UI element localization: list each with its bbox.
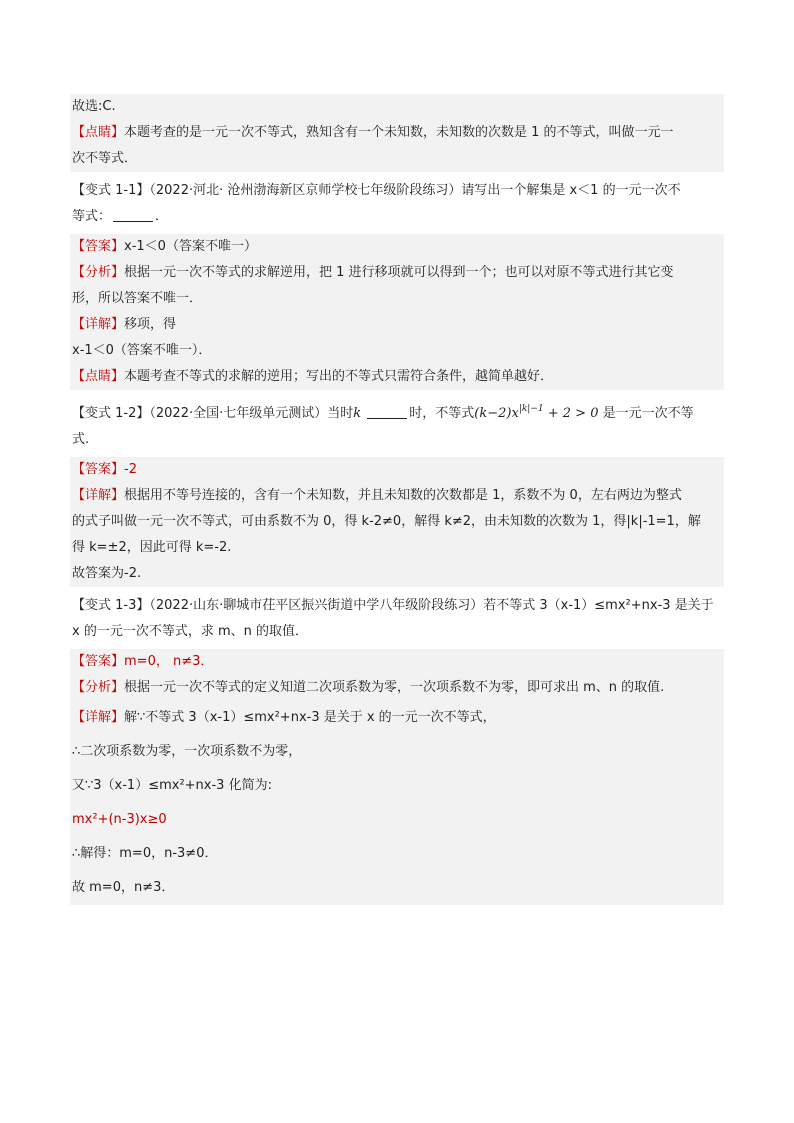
answer-choice-line: 故选:C. (72, 99, 116, 114)
detail-tag: 【详解】 (72, 317, 125, 332)
variant-1-1-question (70, 178, 724, 230)
question-line-1 (70, 178, 724, 204)
question-text-2: 等式： (72, 209, 112, 224)
answer-line (70, 457, 724, 483)
variant-1-3-question (70, 593, 724, 645)
answer-line (70, 234, 724, 260)
remark-line-2: 次不等式． (72, 151, 138, 166)
variant-1-1-solution (70, 234, 724, 390)
detail-line-5: ∴解得：m=0，n-3≠0． (72, 846, 218, 861)
question-line-2: x 的一元一次不等式，求 m、n 的取值． (72, 624, 308, 639)
variant-tag: 【变式 1-2】 (72, 406, 150, 421)
detail-line-2: 的式子叫做一元一次不等式，可由系数不为 0，得 k-2≠0，解得 k≠2，由未知数的次数为 1，得|k|-1=1，解 (72, 514, 701, 529)
variant-tag: 【变式 1-1】 (72, 183, 150, 198)
detail-text-1: 根据用不等号连接的，含有一个未知数，并且未知数的次数都是 1，系数不为 0，左右两边为整式 (124, 488, 682, 503)
detail-line-4: mx²+(n-3)x≥0 (72, 812, 167, 827)
detail-line-1 (70, 483, 724, 509)
detail-tag: 【详解】 (72, 488, 125, 503)
solution-block (70, 94, 724, 172)
remark-tag: 【点睛】 (72, 369, 125, 384)
analysis-tag: 【分析】 (72, 265, 125, 280)
question-line-1 (70, 593, 724, 619)
inequality-expr-rest: + 2 > 0 (543, 406, 599, 421)
inequality-expr: (k−2)x (474, 406, 519, 421)
analysis-line (70, 675, 724, 701)
question-text-1: （2022·山东·聊城市茌平区振兴街道中学八年级阶段练习）若不等式 3（x-1）≤mx²+nx-3 是关于 (149, 598, 714, 613)
inequality-exponent: |k|−1 (518, 404, 544, 414)
variant-1-2-question (70, 396, 724, 453)
question-text-1b: 时，不等式 (409, 406, 475, 421)
detail-line-2: x-1＜0（答案不唯一）． (72, 343, 212, 358)
answer-blank (113, 207, 153, 222)
question-text-1c: 是一元一次不等 (598, 406, 694, 421)
analysis-tag: 【分析】 (72, 680, 125, 695)
question-text-1: （2022·河北· 沧州渤海新区京师学校七年级阶段练习）请写出一个解集是 x＜1 的一元一次不 (149, 183, 681, 198)
answer-line (70, 649, 724, 675)
detail-line-3: 得 k=±2，因此可得 k=-2. (72, 540, 232, 555)
variant-1-3-solution (70, 649, 724, 905)
detail-line-6: 故 m=0，n≠3． (72, 880, 175, 895)
question-line-1 (70, 396, 724, 427)
answer-text: m=0， n≠3． (124, 654, 214, 669)
question-line-2 (70, 204, 724, 230)
question-text-1a: （2022·全国·七年级单元测试）当时 (149, 406, 354, 421)
question-line-2: 式. (72, 432, 90, 447)
analysis-line-2: 形，所以答案不唯一． (72, 291, 203, 306)
detail-line-4: 故答案为-2. (72, 566, 142, 581)
variant-1-2-solution (70, 457, 724, 587)
detail-line-1 (70, 701, 724, 735)
remark-line (70, 364, 724, 390)
detail-text-1: 移项，得 (124, 317, 177, 332)
remark-tag: 【点睛】 (72, 125, 125, 140)
answer-tag: 【答案】 (72, 462, 125, 477)
question-end: ． (155, 209, 169, 224)
answer-text: -2 (124, 462, 137, 477)
answer-text: x-1＜0（答案不唯一） (124, 239, 257, 254)
variable-k: k (353, 406, 362, 421)
detail-line-2: ∴二次项系数为零，一次项系数不为零， (72, 744, 302, 759)
detail-line-3: 又∵3（x-1）≤mx²+nx-3 化简为: (72, 778, 272, 793)
detail-line-1 (70, 312, 724, 338)
answer-blank (367, 404, 407, 419)
remark-text-1: 本题考查的是一元一次不等式，熟知含有一个未知数，未知数的次数是 1 的不等式，叫做一元一 (124, 125, 674, 140)
detail-text-1: 解∵不等式 3（x-1）≤mx²+nx-3 是关于 x 的一元一次不等式， (124, 710, 496, 725)
remark-line-1 (70, 120, 724, 146)
detail-tag: 【详解】 (72, 710, 125, 725)
analysis-text-1: 根据一元一次不等式的求解逆用，把 1 进行移项就可以得到一个；也可以对原不等式进行其它变 (124, 265, 674, 280)
answer-tag: 【答案】 (72, 654, 125, 669)
answer-tag: 【答案】 (72, 239, 125, 254)
document-page (70, 94, 724, 905)
analysis-text: 根据一元一次不等式的定义知道二次项系数为零，一次项系数不为零，即可求出 m、n 的取值. (124, 680, 665, 695)
variant-tag: 【变式 1-3】 (72, 598, 150, 613)
remark-text: 本题考查不等式的求解的逆用；写出的不等式只需符合条件，越简单越好． (124, 369, 554, 384)
analysis-line-1 (70, 260, 724, 286)
